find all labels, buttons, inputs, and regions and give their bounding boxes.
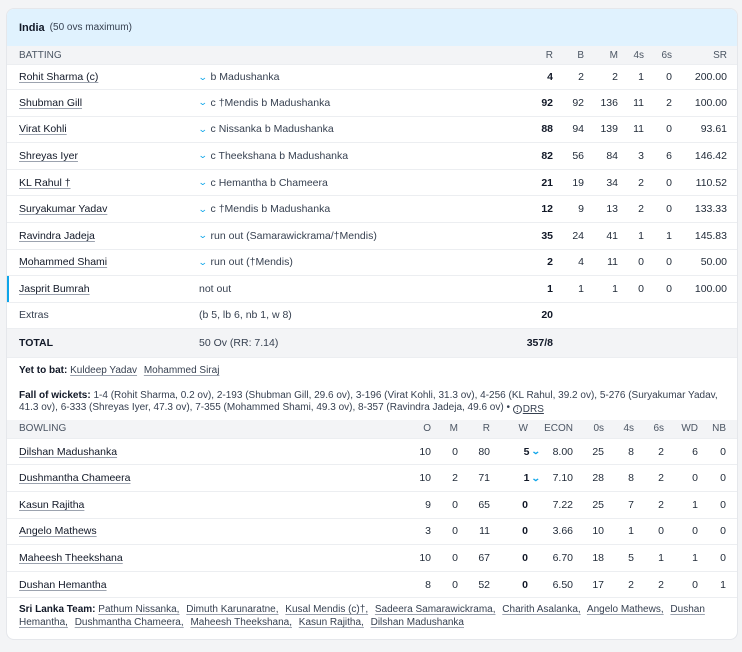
bowling-col-header: W (518, 423, 528, 435)
batter-sr: 133.33 (694, 203, 727, 216)
batter-fours: 0 (638, 282, 644, 295)
bowler-sixes: 2 (658, 445, 664, 458)
bowler-wd: 0 (692, 472, 698, 485)
bowler-r: 71 (478, 472, 490, 485)
bowling-col-header: NB (712, 423, 726, 435)
batting-col-header: SR (713, 49, 727, 61)
chevron-down-icon[interactable]: ⌄ (531, 446, 542, 457)
batter-name[interactable]: Virat Kohli (19, 123, 67, 136)
bowler-o: 3 (425, 525, 431, 538)
chevron-down-icon[interactable]: ⌄ (197, 256, 208, 267)
batter-row (7, 117, 737, 144)
batter-sixes: 1 (666, 229, 672, 242)
extras-value: 20 (541, 309, 553, 322)
batter-row (7, 223, 737, 250)
drs-info-icon: i (513, 405, 522, 414)
batting-table (7, 46, 737, 329)
bowler-w: 1 (523, 472, 530, 485)
bowler-m: 0 (452, 551, 458, 564)
chevron-down-icon[interactable]: ⌄ (197, 123, 208, 134)
fall-of-wickets (7, 388, 737, 420)
drs-link[interactable] (513, 404, 544, 417)
bowler-r: 80 (478, 445, 490, 458)
dismissal-text: not out (199, 282, 232, 295)
bowler-name[interactable]: Angelo Mathews (19, 525, 97, 538)
bowler-name[interactable]: Dilshan Madushanka (19, 445, 118, 458)
bowler-name[interactable]: Maheesh Theekshana (19, 551, 123, 564)
batter-row (7, 65, 737, 90)
chevron-down-icon[interactable]: ⌄ (197, 203, 208, 214)
bowling-col-header: ECON (544, 423, 573, 435)
bowler-sixes: 1 (658, 551, 664, 564)
current-batter-indicator (7, 276, 9, 302)
bowler-o: 10 (419, 551, 431, 564)
opposition-player[interactable]: Pathum Nissanka, (98, 604, 180, 616)
dismissal-text: c †Mendis b Madushanka (210, 203, 331, 216)
innings-team: India (19, 21, 45, 34)
batter-b: 94 (572, 123, 584, 136)
bowler-nb: 0 (720, 551, 726, 564)
batter-fours: 0 (638, 256, 644, 269)
batter-r: 35 (541, 229, 553, 242)
batter-sr: 100.00 (694, 282, 727, 295)
bowling-col-header: 6s (653, 423, 664, 435)
bowler-fours: 8 (628, 472, 634, 485)
bowler-w: 0 (522, 578, 528, 591)
bowler-wd: 0 (692, 525, 698, 538)
batter-m: 1 (612, 282, 618, 295)
batter-m: 139 (600, 123, 618, 136)
bowler-row (7, 439, 737, 466)
bowler-wd: 6 (692, 445, 698, 458)
bowler-nb: 1 (720, 578, 726, 591)
dismissal-info[interactable] (199, 196, 330, 222)
bowler-m: 0 (452, 445, 458, 458)
batter-sr: 93.61 (700, 123, 727, 136)
bowler-nb: 0 (720, 498, 726, 511)
bowler-name[interactable]: Dushmantha Chameera (19, 472, 131, 485)
bowler-dots: 17 (592, 578, 604, 591)
total-score: 357/8 (526, 336, 553, 349)
bowler-wd: 0 (692, 578, 698, 591)
bowling-col-header: 4s (623, 423, 634, 435)
batter-name[interactable]: Ravindra Jadeja (19, 229, 95, 242)
extras-label: Extras (19, 309, 49, 322)
batter-sixes: 0 (666, 176, 672, 189)
batter-name[interactable]: Shreyas Iyer (19, 149, 78, 162)
bowler-o: 8 (425, 578, 431, 591)
batter-b: 1 (578, 282, 584, 295)
dismissal-text: c Nissanka b Madushanka (210, 123, 334, 136)
dismissal-info[interactable] (199, 143, 348, 169)
bowler-nb: 0 (720, 525, 726, 538)
bowling-table (7, 420, 737, 599)
batter-row (7, 170, 737, 197)
batter-r: 92 (541, 96, 553, 109)
dismissal-info[interactable] (199, 170, 328, 196)
bowler-w: 0 (522, 498, 528, 511)
batter-sixes: 0 (666, 71, 672, 83)
chevron-down-icon[interactable]: ⌄ (197, 177, 208, 188)
batter-name[interactable]: Shubman Gill (19, 96, 83, 109)
dismissal-text: b Madushanka (210, 71, 280, 83)
batter-sixes: 0 (666, 282, 672, 295)
dismissal-text: run out (Samarawickrama/†Mendis) (210, 229, 377, 242)
bowler-row (7, 492, 737, 519)
opposition-player[interactable]: Kasun Rajitha, (298, 617, 364, 629)
batter-sr: 110.52 (695, 176, 727, 189)
batter-sr: 50.00 (700, 256, 727, 269)
bowler-fours: 7 (628, 498, 634, 511)
batter-name[interactable]: Suryakumar Yadav (19, 203, 108, 216)
bowling-col-header: M (449, 423, 458, 435)
batting-title: BATTING (19, 49, 62, 61)
bowler-nb: 0 (720, 472, 726, 485)
opposition-player[interactable]: Dushan Hemantha, (19, 604, 705, 629)
bowler-row (7, 465, 737, 492)
scorecard (6, 8, 738, 640)
yet-to-bat (7, 358, 737, 388)
batter-m: 11 (607, 256, 618, 269)
total-label: TOTAL (19, 336, 54, 349)
batting-col-header: R (545, 49, 553, 61)
batter-r: 21 (541, 176, 553, 189)
dismissal-text: c †Mendis b Madushanka (210, 96, 331, 109)
dismissal-info[interactable] (199, 250, 293, 276)
bowler-w: 0 (522, 525, 528, 538)
chevron-down-icon[interactable]: ⌄ (197, 150, 208, 161)
chevron-down-icon[interactable]: ⌄ (531, 472, 542, 483)
batter-m: 34 (606, 176, 618, 189)
chevron-down-icon[interactable]: ⌄ (197, 230, 208, 241)
batter-b: 92 (572, 96, 584, 109)
opposition-player[interactable]: Charith Asalanka, (502, 604, 581, 616)
bowler-dots: 25 (592, 498, 604, 511)
batter-b: 2 (578, 71, 584, 83)
drs-label: DRS (522, 403, 544, 415)
batter-m: 136 (600, 96, 618, 109)
dismissal-info[interactable] (199, 65, 279, 89)
bowling-col-header: O (423, 423, 431, 435)
bowler-dots: 28 (592, 472, 604, 485)
bowler-row (7, 519, 737, 546)
bowler-row (7, 572, 737, 599)
batter-row (7, 276, 737, 303)
dismissal-text: c Theekshana b Madushanka (210, 149, 349, 162)
batting-col-header: M (609, 49, 618, 61)
fow-text: 1-4 (Rohit Sharma, 0.2 ov), 2-193 (Shubman Gill, 29.6 ov), 3-196 (Virat Kohli, 31.3 ov), 4-256 (KL Rahul, 39.2 ov), 5-276 (Suryakumar Yadav, 41.3 ov), 6-333 (Shreyas Iyer, 47.3 ov), 7-355 (Mohammed Shami, 49.3 ov), 8-357 (Ravindra Jadeja, 49.6 ov) • (19, 389, 718, 414)
dismissal-text: run out (†Mendis) (210, 256, 293, 269)
bowler-econ: 7.22 (552, 498, 573, 511)
bowler-m: 0 (452, 498, 458, 511)
batting-col-header: 4s (633, 49, 644, 61)
batter-r: 2 (547, 256, 553, 269)
batter-fours: 2 (638, 203, 644, 216)
batter-sr: 200.00 (694, 71, 727, 83)
batter-fours: 11 (633, 123, 644, 136)
batter-fours: 11 (633, 96, 644, 109)
extras-detail: (b 5, lb 6, nb 1, w 8) (199, 309, 292, 322)
batter-row (7, 250, 737, 277)
dismissal-info[interactable] (199, 223, 377, 249)
batter-sixes: 2 (666, 96, 672, 109)
bowler-fours: 8 (628, 445, 634, 458)
batting-col-header: 6s (661, 49, 672, 61)
bowler-r: 52 (478, 578, 490, 591)
bowling-col-header: 0s (593, 423, 604, 435)
batter-fours: 1 (638, 229, 644, 242)
bowler-econ: 8.00 (552, 445, 573, 458)
innings-header (7, 9, 737, 46)
bowler-o: 10 (419, 445, 431, 458)
batter-r: 4 (547, 71, 553, 83)
dismissal-text: c Hemantha b Chameera (210, 176, 328, 189)
opposition-team (7, 598, 737, 635)
bowler-name[interactable]: Dushan Hemantha (19, 578, 107, 591)
bowling-col-header: WD (681, 423, 698, 435)
opposition-player[interactable]: Dilshan Madushanka (370, 617, 464, 629)
batter-sr: 145.83 (694, 229, 727, 242)
bowler-econ: 6.50 (552, 578, 573, 591)
innings-overs: (50 ovs maximum) (49, 22, 132, 33)
bowler-sixes: 0 (658, 525, 664, 538)
batter-sixes: 0 (666, 256, 672, 269)
chevron-down-icon[interactable]: ⌄ (197, 71, 208, 82)
opposition-player[interactable]: Angelo Mathews, (586, 604, 664, 616)
bowler-fours: 1 (628, 525, 634, 538)
bowler-w: 5 (523, 445, 530, 458)
total-row (7, 329, 737, 358)
batter-row (7, 90, 737, 117)
batter-b: 56 (572, 149, 584, 162)
bowler-dots: 25 (592, 445, 604, 458)
bowling-col-header: R (482, 423, 490, 435)
opposition-player[interactable]: Dushmantha Chameera, (74, 617, 184, 629)
bowler-dots: 18 (592, 551, 604, 564)
bowler-econ: 6.70 (552, 551, 573, 564)
bowler-econ: 7.10 (552, 472, 573, 485)
batter-fours: 1 (638, 71, 644, 83)
batter-r: 82 (541, 149, 553, 162)
batter-fours: 2 (638, 176, 644, 189)
bowler-r: 11 (479, 525, 490, 538)
batter-sr: 146.42 (694, 149, 727, 162)
dismissal-info[interactable] (199, 90, 330, 116)
batter-name[interactable]: Rohit Sharma (c) (19, 71, 99, 83)
batter-m: 41 (606, 229, 618, 242)
dismissal-info[interactable] (199, 117, 334, 143)
batter-sixes: 0 (666, 203, 672, 216)
bowler-w: 0 (522, 551, 528, 564)
bowler-m: 0 (452, 578, 458, 591)
bowling-header (7, 420, 737, 439)
opposition-label: Sri Lanka Team: (19, 604, 96, 616)
chevron-down-icon[interactable]: ⌄ (197, 97, 208, 108)
yet-to-bat-player[interactable]: Kuldeep Yadav (70, 364, 138, 376)
bowler-row (7, 545, 737, 572)
batter-b: 4 (578, 256, 584, 269)
batter-name[interactable]: Jasprit Bumrah (19, 282, 90, 295)
extras-row (7, 303, 737, 329)
batter-sr: 100.00 (694, 96, 727, 109)
bowler-o: 9 (425, 498, 431, 511)
batter-m: 84 (606, 149, 618, 162)
batter-b: 9 (578, 203, 584, 216)
batter-r: 88 (541, 123, 553, 136)
bowler-o: 10 (419, 472, 431, 485)
batter-m: 2 (612, 71, 618, 83)
bowler-sixes: 2 (658, 472, 664, 485)
bowler-m: 0 (452, 525, 458, 538)
bowler-m: 2 (452, 472, 458, 485)
batter-name[interactable]: KL Rahul † (19, 176, 71, 189)
bowler-fours: 5 (628, 551, 634, 564)
opposition-player[interactable]: Maheesh Theekshana, (190, 617, 292, 629)
opposition-player[interactable]: Dimuth Karunaratne, (186, 604, 279, 616)
opposition-player[interactable]: Sadeera Samarawickrama, (374, 604, 496, 616)
batter-m: 13 (606, 203, 618, 216)
batter-sixes: 0 (666, 123, 672, 136)
total-overs: 50 Ov (RR: 7.14) (199, 336, 279, 349)
fow-label: Fall of wickets: (19, 389, 91, 401)
bowling-title: BOWLING (19, 423, 67, 435)
bowler-fours: 2 (628, 578, 634, 591)
bowler-sixes: 2 (658, 498, 664, 511)
batter-r: 12 (541, 203, 553, 216)
batter-row (7, 196, 737, 223)
bowler-nb: 0 (720, 445, 726, 458)
batter-b: 24 (572, 229, 584, 242)
bowler-r: 65 (478, 498, 490, 511)
bowler-sixes: 2 (658, 578, 664, 591)
batter-fours: 3 (638, 149, 644, 162)
batter-r: 1 (547, 282, 553, 295)
opposition-player[interactable]: Kusal Mendis (c)†, (285, 604, 369, 616)
batter-sixes: 6 (666, 149, 672, 162)
yet-to-bat-label: Yet to bat: (19, 364, 68, 376)
dismissal-info (199, 276, 231, 302)
bowler-econ: 3.66 (552, 525, 573, 538)
bowler-name[interactable]: Kasun Rajitha (19, 498, 85, 511)
bowler-dots: 10 (592, 525, 604, 538)
bowler-wd: 1 (692, 498, 698, 511)
batting-col-header: B (577, 49, 584, 61)
bowler-r: 67 (478, 551, 490, 564)
bowler-wd: 1 (692, 551, 698, 564)
batter-name[interactable]: Mohammed Shami (19, 256, 108, 269)
batter-b: 19 (572, 176, 584, 189)
batting-header (7, 46, 737, 65)
yet-to-bat-player[interactable]: Mohammed Siraj (143, 364, 220, 376)
batter-row (7, 143, 737, 170)
